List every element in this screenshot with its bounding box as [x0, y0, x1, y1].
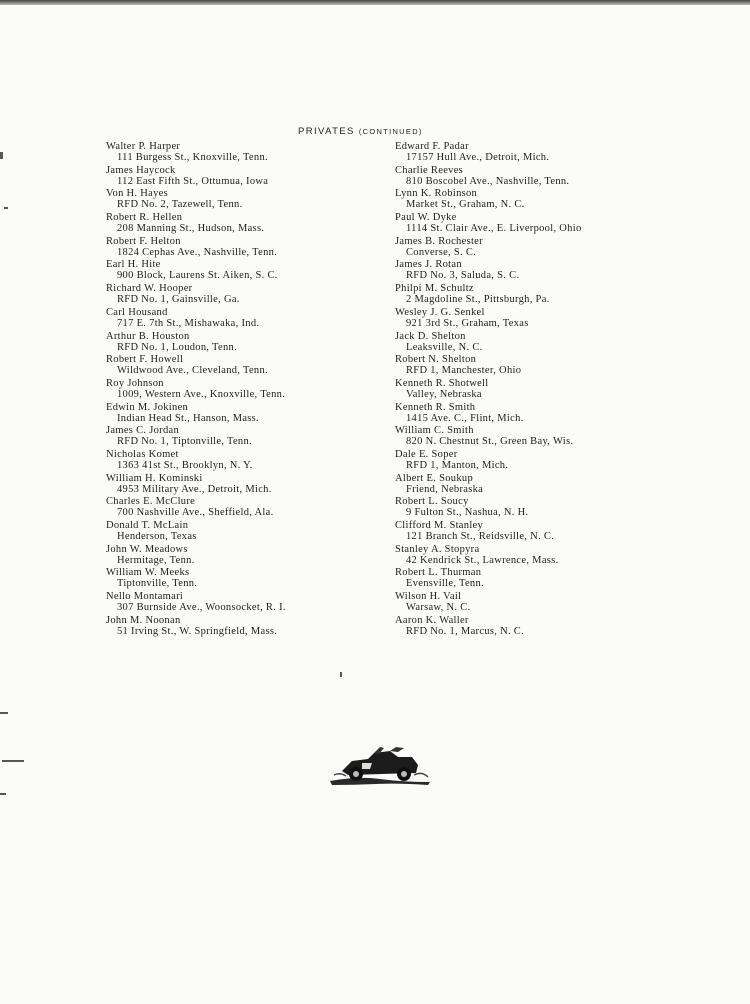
soldier-address: Evensville, Tenn.	[406, 578, 484, 590]
soldier-address: Henderson, Texas	[117, 531, 197, 542]
roster-entry	[395, 165, 635, 189]
roster-entry	[106, 402, 361, 426]
soldier-address: 1114 St. Clair Ave., E. Liverpool, Ohio	[406, 223, 582, 235]
soldier-address: RFD No. 1, Marcus, N. C.	[406, 625, 525, 637]
soldier-name: John W. Meadows	[106, 543, 188, 555]
roster-entry	[395, 425, 635, 449]
soldier-name: James Haycock	[106, 164, 176, 176]
scan-margin-mark	[0, 793, 6, 795]
scan-margin-mark	[0, 712, 8, 714]
soldier-address: RFD 1, Manchester, Ohio	[406, 365, 522, 377]
roster-entry	[106, 331, 361, 355]
roster-entry	[395, 591, 635, 615]
soldier-address: 921 3rd St., Graham, Texas	[406, 317, 529, 329]
roster-entry	[106, 188, 361, 212]
soldier-name: Kenneth R. Shotwell	[395, 377, 489, 389]
soldier-name: Lynn K. Robinson	[395, 188, 478, 200]
soldier-address: RFD No. 1, Loudon, Tenn.	[117, 341, 238, 353]
soldier-name: John M. Noonan	[106, 614, 181, 626]
roster-entry	[395, 449, 635, 473]
roster-entry	[106, 165, 361, 189]
soldier-address: 17157 Hull Ave., Detroit, Mich.	[406, 152, 550, 163]
soldier-name: Albert E. Soukup	[395, 472, 474, 484]
soldier-address: Indian Head St., Hanson, Mass.	[117, 412, 259, 424]
soldier-address: 51 Irving St., W. Springfield, Mass.	[117, 625, 278, 637]
roster-entry	[106, 141, 361, 165]
roster-entry	[395, 496, 635, 520]
soldier-name: Philpi M. Schultz	[395, 283, 474, 295]
soldier-address: 1415 Ave. C., Flint, Mich.	[406, 412, 524, 424]
roster-entry	[395, 236, 635, 260]
soldier-address: RFD No. 1, Gainsville, Ga.	[117, 294, 240, 306]
roster-entry	[106, 496, 361, 520]
soldier-address: Converse, S. C.	[406, 246, 477, 258]
scan-speck	[340, 672, 342, 677]
roster-entry	[395, 331, 635, 355]
roster-entry	[106, 591, 361, 615]
soldier-name: James B. Rochester	[395, 235, 483, 247]
soldier-address: Friend, Nebraska	[406, 483, 484, 495]
soldier-name: Carl Housand	[106, 306, 168, 318]
soldier-address: Leaksville, N. C.	[406, 341, 483, 353]
roster-entry	[395, 615, 635, 639]
soldier-address: 9 Fulton St., Nashua, N. H.	[406, 507, 529, 519]
roster-entry	[106, 615, 361, 639]
soldier-name: Robert F. Howell	[106, 354, 184, 366]
soldier-name: Edward F. Padar	[395, 141, 469, 152]
soldier-name: Robert N. Shelton	[395, 354, 477, 366]
soldier-address: 4953 Military Ave., Detroit, Mich.	[117, 483, 272, 495]
roster-entry	[395, 212, 635, 236]
soldier-address: Valley, Nebraska	[406, 388, 482, 400]
soldier-address: 112 East Fifth St., Ottumua, Iowa	[117, 175, 269, 187]
soldier-name: William W. Meeks	[106, 567, 190, 579]
soldier-name: Edwin M. Jokinen	[106, 401, 189, 413]
soldier-name: James C. Jordan	[106, 425, 180, 437]
soldier-name: Jack D. Shelton	[395, 330, 466, 342]
roster-entry	[106, 212, 361, 236]
roster-entry	[106, 473, 361, 497]
soldier-name: Charlie Reeves	[395, 164, 464, 176]
soldier-address: 820 N. Chestnut St., Green Bay, Wis.	[406, 436, 574, 448]
heading-title: PRIVATES	[298, 126, 355, 137]
roster-entry	[395, 141, 635, 165]
soldier-name: Donald T. McLain	[106, 520, 189, 531]
roster-entry	[395, 307, 635, 331]
soldier-name: Robert L. Soucy	[395, 496, 469, 508]
soldier-name: Stanley A. Stopyra	[395, 543, 480, 555]
roster-entry	[395, 520, 635, 544]
soldier-address: Wildwood Ave., Cleveland, Tenn.	[117, 365, 268, 377]
soldier-address: 717 E. 7th St., Mishawaka, Ind.	[117, 317, 260, 329]
soldier-name: James J. Rotan	[395, 259, 462, 271]
soldier-name: Nicholas Komet	[106, 448, 179, 460]
roster-entry	[106, 354, 361, 378]
soldier-name: William C. Smith	[395, 425, 474, 437]
page-heading	[298, 126, 423, 137]
soldier-name: Robert L. Thurman	[395, 567, 482, 579]
soldier-name: Kenneth R. Smith	[395, 401, 476, 413]
scan-top-edge	[0, 0, 750, 5]
heading-subtitle: (CONTINUED)	[358, 127, 423, 136]
scan-margin-mark	[0, 152, 3, 159]
soldier-address: Hermitage, Tenn.	[117, 554, 195, 566]
roster-entry	[395, 259, 635, 283]
soldier-address: 700 Nashville Ave., Sheffield, Ala.	[117, 507, 274, 519]
roster-entry	[395, 544, 635, 568]
roster-entry	[106, 425, 361, 449]
soldier-address: 2 Magdoline St., Pittsburgh, Pa.	[406, 294, 550, 306]
soldier-address: 307 Burnside Ave., Woonsocket, R. I.	[117, 602, 286, 614]
soldier-address: 1824 Cephas Ave., Nashville, Tenn.	[117, 246, 278, 258]
soldier-name: Arthur B. Houston	[106, 330, 190, 342]
soldier-address: Market St., Graham, N. C.	[406, 199, 525, 211]
roster-entry	[106, 544, 361, 568]
soldier-address: RFD 1, Manton, Mich.	[406, 459, 509, 471]
roster-entry	[395, 473, 635, 497]
roster-entry	[106, 259, 361, 283]
roster-entry	[395, 378, 635, 402]
roster-entry	[395, 567, 635, 591]
soldier-address: 42 Kendrick St., Lawrence, Mass.	[406, 554, 559, 566]
soldier-address: Tiptonville, Tenn.	[117, 578, 198, 590]
roster-entry	[106, 236, 361, 260]
soldier-address: RFD No. 1, Tiptonville, Tenn.	[117, 436, 252, 448]
soldier-address: 121 Branch St., Reidsville, N. C.	[406, 531, 555, 542]
jeep-icon	[328, 745, 432, 789]
soldier-name: Aaron K. Waller	[395, 614, 469, 626]
soldier-name: Walter P. Harper	[106, 141, 181, 152]
soldier-address: 1009, Western Ave., Knoxville, Tenn.	[117, 388, 286, 400]
roster-right-column	[395, 141, 635, 638]
soldier-name: Wesley J. G. Senkel	[395, 306, 485, 318]
roster-left-column	[106, 141, 361, 638]
roster-entry	[395, 354, 635, 378]
soldier-name: Paul W. Dyke	[395, 212, 457, 224]
roster-entry	[106, 283, 361, 307]
soldier-name: Wilson H. Vail	[395, 591, 462, 603]
soldier-name: Robert F. Helton	[106, 235, 181, 247]
roster-entry	[106, 378, 361, 402]
soldier-address: 900 Block, Laurens St. Aiken, S. C.	[117, 270, 278, 282]
soldier-address: 810 Boscobel Ave., Nashville, Tenn.	[406, 175, 570, 187]
scan-margin-mark	[2, 760, 24, 762]
soldier-address: 208 Manning St., Hudson, Mass.	[117, 223, 265, 235]
soldier-name: Roy Johnson	[106, 377, 164, 389]
roster-entry	[395, 188, 635, 212]
roster-entry	[106, 520, 361, 544]
soldier-address: RFD No. 3, Saluda, S. C.	[406, 270, 520, 282]
soldier-name: Robert R. Hellen	[106, 212, 183, 224]
soldier-name: Richard W. Hooper	[106, 283, 193, 295]
soldier-address: Warsaw, N. C.	[406, 602, 471, 614]
roster-entry	[395, 402, 635, 426]
soldier-name: Nello Montamari	[106, 591, 184, 603]
soldier-name: Charles E. McClure	[106, 496, 196, 508]
roster-entry	[106, 449, 361, 473]
soldier-address: 1363 41st St., Brooklyn, N. Y.	[117, 459, 253, 471]
roster-entry	[106, 567, 361, 591]
soldier-name: William H. Kominski	[106, 472, 203, 484]
soldier-name: Von H. Hayes	[106, 188, 169, 200]
roster-entry	[395, 283, 635, 307]
soldier-name: Clifford M. Stanley	[395, 520, 484, 531]
scan-margin-mark	[4, 207, 8, 209]
soldier-name: Dale E. Soper	[395, 448, 458, 460]
soldier-name: Earl H. Hite	[106, 259, 161, 271]
soldier-address: 111 Burgess St., Knoxville, Tenn.	[117, 152, 268, 163]
roster-entry	[106, 307, 361, 331]
soldier-address: RFD No. 2, Tazewell, Tenn.	[117, 199, 243, 211]
